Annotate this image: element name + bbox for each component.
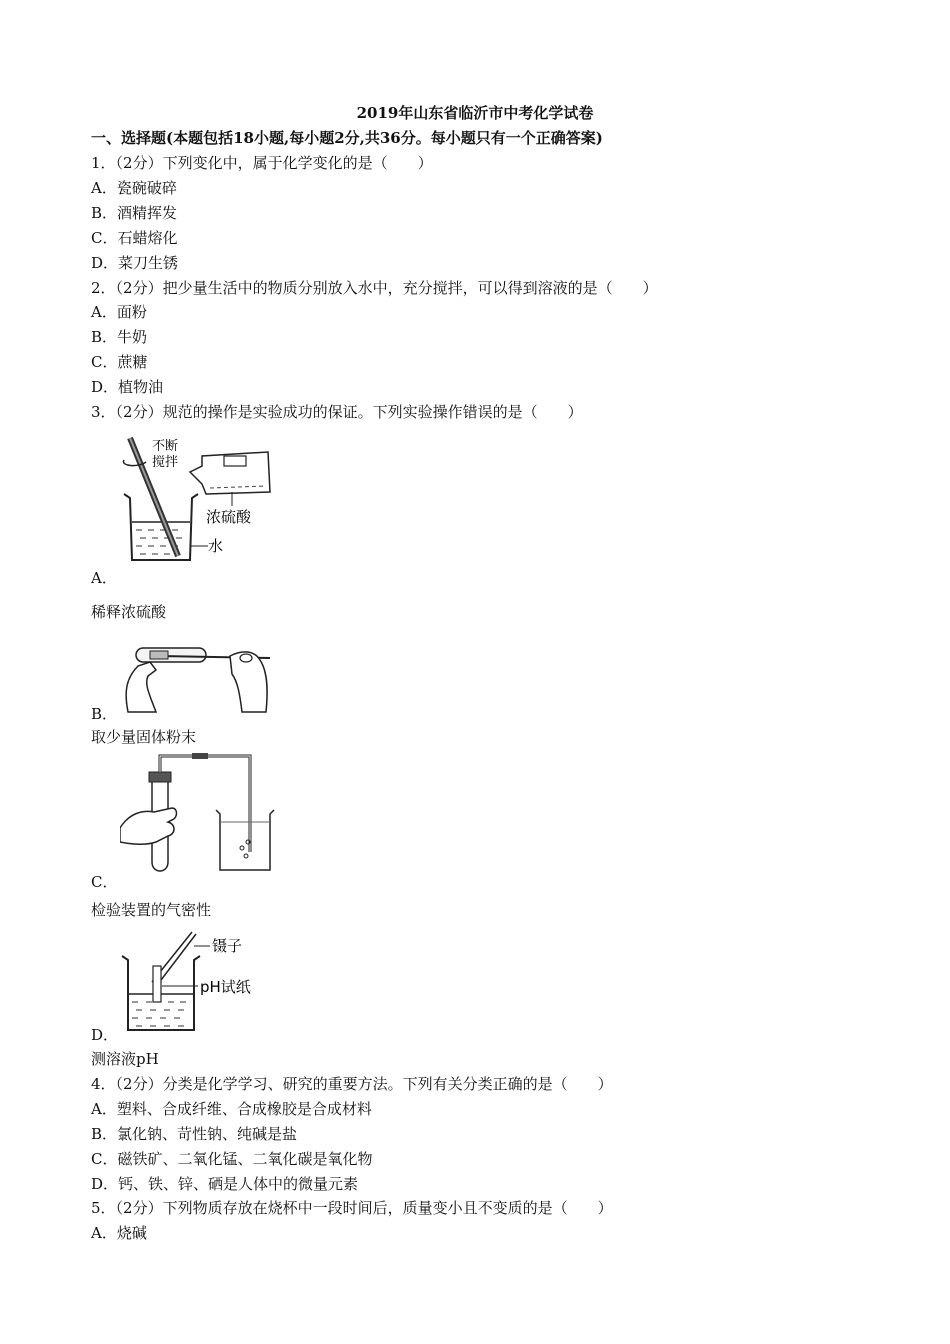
q1-option-a: A．瓷碗破碎 bbox=[91, 179, 177, 197]
stir-label-2: 搅拌 bbox=[152, 455, 179, 470]
powder-figure bbox=[120, 636, 275, 714]
airtight-figure bbox=[120, 752, 280, 874]
q3-option-b-caption: 取少量固体粉末 bbox=[91, 728, 197, 746]
q3-option-d-letter: D． bbox=[91, 1026, 119, 1044]
q1-stem: 1．（2分）下列变化中，属于化学变化的是（ ） bbox=[91, 154, 433, 172]
q3-option-c-caption: 检验装置的气密性 bbox=[91, 901, 212, 919]
q3-stem: 3．（2分）规范的操作是实验成功的保证。下列实验操作错误的是（ ） bbox=[91, 403, 583, 421]
ph-figure bbox=[118, 926, 268, 1034]
q3-option-a-caption: 稀释浓硫酸 bbox=[91, 603, 167, 621]
q5-stem: 5．（2分）下列物质存放在烧杯中一段时间后，质量变小且不变质的是（ ） bbox=[91, 1199, 613, 1217]
q4-stem: 4．（2分）分类是化学学习、研究的重要方法。下列有关分类正确的是（ ） bbox=[91, 1075, 613, 1093]
q4-option-a: A．塑料、合成纤维、合成橡胶是合成材料 bbox=[91, 1100, 372, 1118]
tweezer-label: 镊子 bbox=[212, 937, 243, 955]
section-heading: 一、选择题(本题包括18小题,每小题2分,共36分。每小题只有一个正确答案) bbox=[91, 129, 603, 147]
q2-option-a: A．面粉 bbox=[91, 303, 147, 321]
q5-option-a: A．烧碱 bbox=[91, 1224, 147, 1242]
q3-option-d-caption: 测溶液pH bbox=[91, 1050, 159, 1068]
q1-option-c: C．石蜡熔化 bbox=[91, 229, 178, 247]
q4-option-b: B．氯化钠、苛性钠、纯碱是盐 bbox=[91, 1125, 298, 1143]
q2-option-c: C．蔗糖 bbox=[91, 353, 148, 371]
q4-option-c: C．磁铁矿、二氧化锰、二氧化碳是氧化物 bbox=[91, 1150, 373, 1168]
q2-option-b: B．牛奶 bbox=[91, 328, 148, 346]
q1-option-b: B．酒精挥发 bbox=[91, 204, 178, 222]
water-label: 水 bbox=[208, 537, 224, 555]
exam-title: 2019年山东省临沂市中考化学试卷 bbox=[356, 104, 594, 122]
dilute-acid-figure bbox=[118, 432, 288, 567]
q3-option-c-letter: C． bbox=[91, 873, 118, 891]
acid-label: 浓硫酸 bbox=[206, 508, 252, 526]
q4-option-d: D．钙、铁、锌、硒是人体中的微量元素 bbox=[91, 1175, 359, 1193]
ph-paper-label: pH试纸 bbox=[200, 978, 251, 996]
q2-stem: 2．（2分）把少量生活中的物质分别放入水中，充分搅拌，可以得到溶液的是（ ） bbox=[91, 279, 658, 297]
q3-option-b-letter: B． bbox=[91, 705, 118, 723]
q2-option-d: D．植物油 bbox=[91, 378, 164, 396]
q3-option-a-letter: A． bbox=[91, 569, 117, 587]
stir-label-1: 不断 bbox=[152, 439, 179, 454]
q1-option-d: D．菜刀生锈 bbox=[91, 254, 179, 272]
